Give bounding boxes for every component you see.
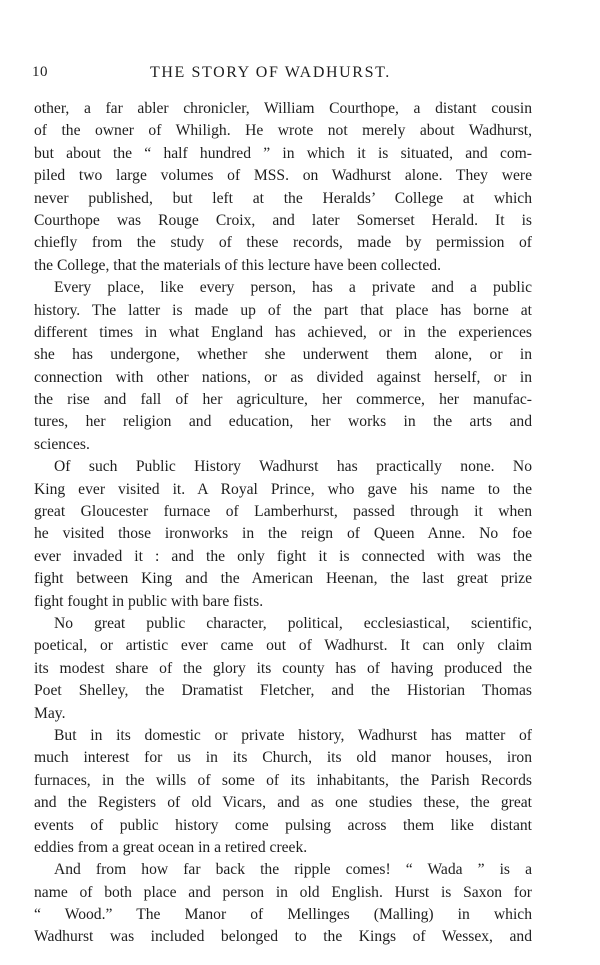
text-line: Wadhurst was included belonged to the Kings of Wessex, and <box>34 928 532 946</box>
text-line: never published, but left at the Heralds’ College at which <box>34 189 532 207</box>
text-line: furnaces, in the wills of some of its inhabitants, the Parish Records <box>34 771 532 789</box>
text-line: its modest share of the glory its county has of having produced the <box>34 659 532 677</box>
body-text <box>34 98 532 949</box>
text-line: Courthope was Rouge Croix, and later Somerset Herald. It is <box>34 211 532 229</box>
text-line: “ Wood.” The Manor of Mellinges (Malling) in which <box>34 906 532 924</box>
text-line: Of such Public History Wadhurst has practically none. No <box>54 458 532 476</box>
text-line: name of both place and person in old English. Hurst is Saxon for <box>34 883 532 901</box>
text-line: But in its domestic or private history, Wadhurst has matter of <box>54 726 532 744</box>
text-line: Every place, like every person, has a private and a public <box>54 279 532 297</box>
text-line: No great public character, political, ecclesiastical, scientific, <box>54 614 532 632</box>
text-line: sciences. <box>34 435 90 453</box>
text-line: fight fought in public with bare fists. <box>34 592 264 610</box>
text-line: piled two large volumes of MSS. on Wadhurst alone. They were <box>34 167 532 185</box>
text-line: poetical, or artistic ever came out of Wadhurst. It can only claim <box>34 637 532 655</box>
text-line: King ever visited it. A Royal Prince, who gave his name to the <box>34 480 532 498</box>
text-line: she has undergone, whether she underwent them alone, or in <box>34 346 532 364</box>
text-line: connection with other nations, or as divided against herself, or in <box>34 368 532 386</box>
text-line: chiefly from the study of these records, made by permission of <box>34 234 532 252</box>
text-line: the College, that the materials of this lecture have been collected. <box>34 256 442 274</box>
text-line: and the Registers of old Vicars, and as one studies these, the great <box>34 794 532 812</box>
text-line: other, a far abler chronicler, William Courthope, a distant cousin <box>34 100 532 117</box>
text-line: eddies from a great ocean in a retired creek. <box>34 838 308 856</box>
text-line: the rise and fall of her agriculture, her commerce, her manufac- <box>34 391 532 409</box>
text-line: of the owner of Whiligh. He wrote not merely about Wadhurst, <box>34 122 532 140</box>
text-line: different times in what England has achieved, or in the experiences <box>34 323 532 341</box>
text-line: And from how far back the ripple comes! “ Wada ” is a <box>54 861 532 879</box>
text-line: but about the “ half hundred ” in which it is situated, and com- <box>34 144 532 162</box>
text-line: much interest for us in its Church, its old manor houses, iron <box>34 749 532 767</box>
text-line: great Gloucester furnace of Lamberhurst, passed through it when <box>34 503 532 521</box>
page-header <box>32 64 532 88</box>
text-line: he visited those ironworks in the reign of Queen Anne. No foe <box>34 525 532 543</box>
text-line: tures, her religion and education, her works in the arts and <box>34 413 532 431</box>
text-line: events of public history come pulsing across them like distant <box>34 816 532 834</box>
text-line: history. The latter is made up of the part that place has borne at <box>34 301 532 319</box>
text-line: May. <box>34 704 66 722</box>
text-line: fight between King and the American Heenan, the last great prize <box>34 570 532 588</box>
page-number: 10 <box>32 64 48 80</box>
text-line: ever invaded it : and the only fight it is connected with was the <box>34 547 532 565</box>
text-line: Poet Shelley, the Dramatist Fletcher, and the Historian Thomas <box>34 682 532 700</box>
running-title: THE STORY OF WADHURST. <box>150 64 391 81</box>
